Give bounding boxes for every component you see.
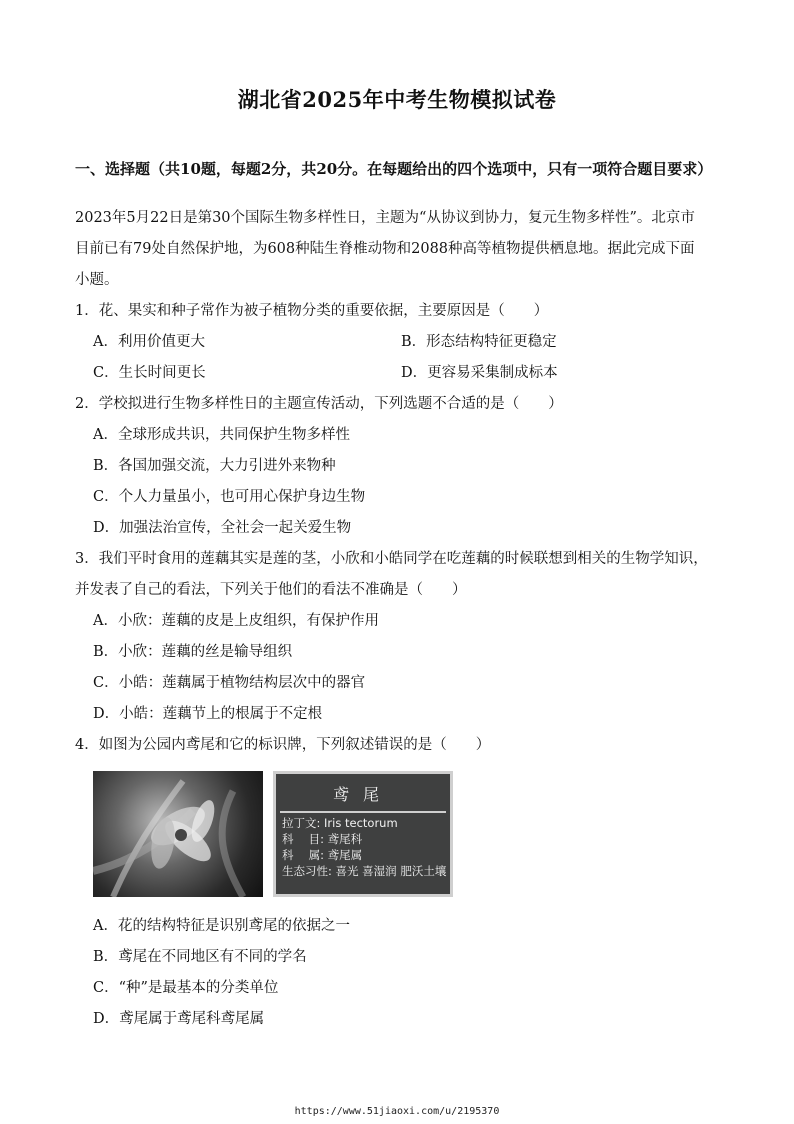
option-a: A．花的结构特征是识别鸢尾的依据之一 bbox=[93, 918, 350, 934]
question-3 bbox=[75, 544, 725, 730]
option-c: C．“种”是最基本的分类单位 bbox=[93, 980, 279, 996]
option-b: B．形态结构特征更稳定 bbox=[401, 334, 557, 350]
intro-line: 小题。 bbox=[75, 272, 119, 288]
question-1 bbox=[75, 296, 725, 389]
option-b: B．鸢尾在不同地区有不同的学名 bbox=[93, 949, 307, 965]
page-title: 湖北省2025年中考生物模拟试卷 bbox=[237, 87, 557, 112]
figure bbox=[75, 771, 725, 897]
option-a: A．利用价值更大 bbox=[93, 334, 205, 350]
species-sign bbox=[273, 771, 453, 897]
question-stem: 3．我们平时食用的莲藕其实是莲的茎，小欣和小皓同学在吃莲藕的时候联想到相关的生物学知识， bbox=[75, 551, 708, 567]
sign-row: 拉丁文: Iris tectorum bbox=[282, 816, 398, 830]
question-stem: 2．学校拟进行生物多样性日的主题宣传活动，下列选题不合适的是（ ） bbox=[75, 396, 563, 412]
sign-row: 科 属: 鸢尾属 bbox=[282, 848, 363, 862]
option-a: A．小欣：莲藕的皮是上皮组织，有保护作用 bbox=[93, 613, 379, 629]
option-d: D．加强法治宣传，全社会一起关爱生物 bbox=[93, 520, 352, 536]
option-d: D．小皓：莲藕节上的根属于不定根 bbox=[93, 706, 323, 722]
option-d: D．鸢尾属于鸢尾科鸢尾属 bbox=[93, 1011, 265, 1027]
exam-content bbox=[75, 203, 725, 1035]
question-2 bbox=[75, 389, 725, 544]
option-d: D．更容易采集制成标本 bbox=[401, 365, 558, 381]
iris-photo bbox=[93, 771, 263, 897]
option-b: B．小欣：莲藕的丝是输导组织 bbox=[93, 644, 293, 660]
question-4 bbox=[75, 730, 725, 1035]
option-c: C．生长时间更长 bbox=[93, 365, 206, 381]
option-c: C．小皓：莲藕属于植物结构层次中的器官 bbox=[93, 675, 366, 691]
intro-line: 目前已有79处自然保护地，为608种陆生脊椎动物和2088种高等植物提供栖息地。据此完成下面 bbox=[75, 241, 695, 257]
question-stem: 并发表了自己的看法，下列关于他们的看法不准确是（ ） bbox=[75, 582, 467, 598]
iris-flower-icon bbox=[93, 771, 263, 897]
footer-url[interactable]: https://www.51jiaoxi.com/u/2195370 bbox=[294, 1106, 500, 1117]
section-heading: 一、选择题（共10题，每题2分，共20分。在每题给出的四个选项中，只有一项符合题目要求） bbox=[75, 160, 713, 178]
option-c: C．个人力量虽小，也可用心保护身边生物 bbox=[93, 489, 366, 505]
question-stem: 4．如图为公园内鸢尾和它的标识牌，下列叙述错误的是（ ） bbox=[75, 737, 491, 753]
option-a: A．全球形成共识，共同保护生物多样性 bbox=[93, 427, 350, 443]
intro-line: 2023年5月22日是第30个国际生物多样性日，主题为“从协议到协力，复元生物多样性”。北京市 bbox=[75, 210, 695, 226]
question-stem: 1．花、果实和种子常作为被子植物分类的重要依据，主要原因是（ ） bbox=[75, 303, 549, 319]
sign-row: 生态习性: 喜光 喜湿润 肥沃土壤 bbox=[282, 864, 447, 878]
sign-row: 科 目: 鸢尾科 bbox=[282, 832, 363, 846]
option-b: B．各国加强交流，大力引进外来物种 bbox=[93, 458, 336, 474]
sign-title: 鸢尾 bbox=[280, 774, 446, 813]
